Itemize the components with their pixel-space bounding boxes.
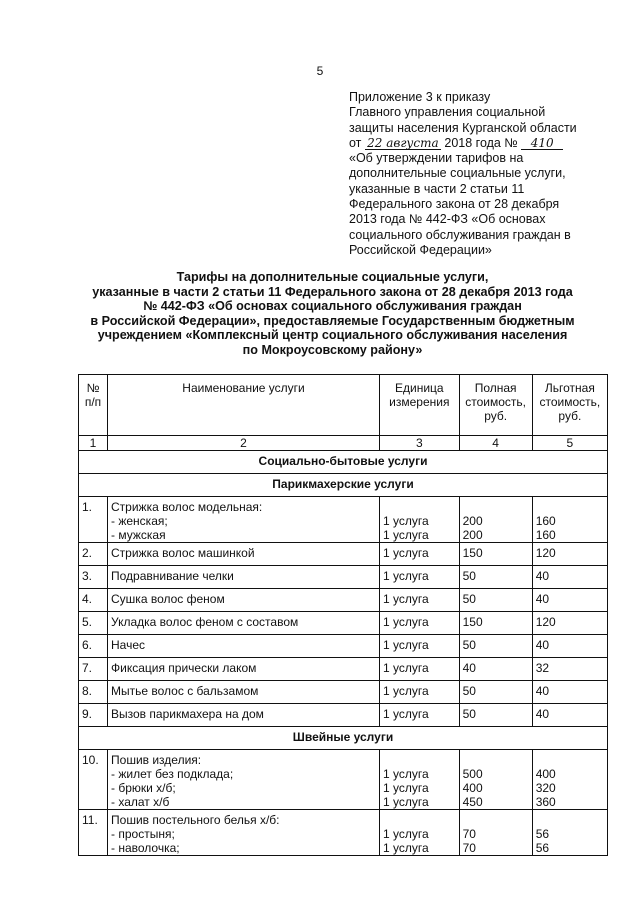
service-name: Пошив постельного белья х/б:: [111, 813, 280, 827]
row-name: [108, 810, 380, 856]
discount-cost: 360: [535, 795, 556, 809]
row-num: 11.: [79, 810, 108, 856]
row-unit: 1 услуга: [380, 658, 460, 681]
row-full: 40: [459, 658, 532, 681]
row-num: 3.: [79, 566, 108, 589]
header-row: [79, 375, 608, 436]
index-cell: 4: [459, 436, 532, 451]
appendix-date-line: [349, 136, 609, 151]
row-num: 6.: [79, 635, 108, 658]
discount-cost: 160: [535, 514, 556, 528]
service-name: Пошив изделия:: [111, 753, 202, 767]
row-full: [459, 750, 532, 810]
row-full: 50: [459, 704, 532, 727]
row-name: Сушка волос феном: [108, 589, 380, 612]
year-label: 2018 года №: [444, 135, 518, 150]
section-title: Социально-бытовые услуги: [79, 451, 608, 474]
document-title: [80, 270, 585, 358]
row-discount: [532, 810, 607, 856]
from-label: от: [349, 135, 362, 150]
row-full: 150: [459, 612, 532, 635]
discount-cost: 160: [535, 528, 556, 542]
service-sub: - жилет без подклада;: [111, 767, 234, 781]
row-unit: 1 услуга: [380, 635, 460, 658]
row-discount: [532, 497, 607, 543]
appendix-block: [349, 90, 609, 258]
section-row: [79, 474, 608, 497]
row-full: [459, 497, 532, 543]
appendix-line: Российской Федерации»: [349, 242, 492, 257]
appendix-line: «Об утверждении тарифов на: [349, 151, 524, 166]
unit-value: 1 услуга: [383, 841, 429, 855]
title-line: № 442-ФЗ «Об основах социального обслуживания граждан: [143, 299, 522, 314]
table-row: [79, 704, 608, 727]
row-unit: 1 услуга: [380, 543, 460, 566]
appendix-line: защиты населения Курганской области: [349, 120, 577, 135]
row-name: [108, 750, 380, 810]
row-discount: 40: [532, 589, 607, 612]
full-cost: 200: [462, 528, 483, 542]
index-cell: 2: [108, 436, 380, 451]
unit-value: 1 услуга: [383, 767, 429, 781]
table-row: [79, 543, 608, 566]
full-cost: 200: [462, 514, 483, 528]
row-discount: 40: [532, 566, 607, 589]
appendix-line: Приложение 3 к приказу: [349, 90, 491, 104]
table-row: [79, 658, 608, 681]
service-sub: - мужская: [111, 528, 166, 542]
row-unit: [380, 497, 460, 543]
full-cost: 400: [462, 781, 483, 795]
handwritten-date: 22 августа: [365, 137, 441, 150]
section-row: [79, 451, 608, 474]
row-full: [459, 810, 532, 856]
full-cost: 500: [462, 767, 483, 781]
row-name: Подравнивание челки: [108, 566, 380, 589]
unit-value: 1 услуга: [383, 781, 429, 795]
row-num: 5.: [79, 612, 108, 635]
title-line: в Российской Федерации», предоставляемые Государственным бюджетным: [90, 313, 575, 328]
table-row: [79, 681, 608, 704]
table-row: [79, 750, 608, 810]
appendix-line: дополнительные социальные услуги,: [349, 166, 566, 181]
row-num: 4.: [79, 589, 108, 612]
unit-value: 1 услуга: [383, 795, 429, 809]
title-line: указанные в части 2 статьи 11 Федерального закона от 28 декабря 2013 года: [92, 284, 573, 299]
header-num: № п/п: [79, 375, 108, 436]
row-full: 150: [459, 543, 532, 566]
row-full: 50: [459, 681, 532, 704]
index-cell: 3: [380, 436, 460, 451]
appendix-line: Главного управления социальной: [349, 105, 546, 120]
index-cell: 5: [532, 436, 607, 451]
tariff-table: [78, 374, 608, 856]
full-cost: 70: [462, 827, 476, 841]
row-name: Мытье волос с бальзамом: [108, 681, 380, 704]
service-sub: - брюки х/б;: [111, 781, 176, 795]
row-unit: 1 услуга: [380, 589, 460, 612]
row-num: 10.: [79, 750, 108, 810]
service-sub: - женская;: [111, 514, 168, 528]
row-discount: 40: [532, 704, 607, 727]
section-title: Парикмахерские услуги: [79, 474, 608, 497]
row-full: 50: [459, 589, 532, 612]
table-row: [79, 566, 608, 589]
header-full-cost: Полная стоимость, руб.: [459, 375, 532, 436]
appendix-line: Федерального закона от 28 декабря: [349, 197, 560, 212]
row-unit: 1 услуга: [380, 612, 460, 635]
header-name: Наименование услуги: [108, 375, 380, 436]
index-cell: 1: [79, 436, 108, 451]
discount-cost: 400: [535, 767, 556, 781]
appendix-line: указанные в части 2 статьи 11: [349, 181, 525, 196]
full-cost: 70: [462, 841, 476, 855]
row-unit: 1 услуга: [380, 704, 460, 727]
appendix-line: социального обслуживания граждан в: [349, 227, 571, 242]
row-unit: 1 услуга: [380, 681, 460, 704]
title-line: учреждением «Комплексный центр социального обслуживания населения: [97, 328, 568, 343]
row-discount: 40: [532, 635, 607, 658]
row-num: 8.: [79, 681, 108, 704]
row-num: 9.: [79, 704, 108, 727]
handwritten-number: 410: [521, 137, 563, 150]
table-row: [79, 612, 608, 635]
row-num: 2.: [79, 543, 108, 566]
header-unit: Единица измерения: [380, 375, 460, 436]
page-number: 5: [316, 64, 324, 78]
row-name: Начес: [108, 635, 380, 658]
table-row: [79, 497, 608, 543]
service-sub: - простыня;: [111, 827, 175, 841]
section-row: [79, 727, 608, 750]
discount-cost: 56: [535, 827, 550, 841]
unit-value: 1 услуга: [383, 827, 429, 841]
row-unit: [380, 810, 460, 856]
discount-cost: 320: [535, 781, 556, 795]
table-row: [79, 589, 608, 612]
section-title: Швейные услуги: [79, 727, 608, 750]
row-full: 50: [459, 635, 532, 658]
title-line: Тарифы на дополнительные социальные услуги,: [176, 270, 489, 284]
row-discount: 120: [532, 612, 607, 635]
service-sub: - халат х/б: [111, 795, 170, 809]
unit-value: 1 услуга: [383, 514, 429, 528]
row-discount: 40: [532, 681, 607, 704]
row-name: [108, 497, 380, 543]
unit-value: 1 услуга: [383, 528, 429, 542]
index-row: [79, 436, 608, 451]
row-full: 50: [459, 566, 532, 589]
discount-cost: 56: [535, 841, 550, 855]
row-discount: 120: [532, 543, 607, 566]
row-discount: [532, 750, 607, 810]
service-sub: - наволочка;: [111, 841, 180, 855]
header-discount-cost: Льготная стоимость, руб.: [532, 375, 607, 436]
row-unit: 1 услуга: [380, 566, 460, 589]
row-name: Фиксация прически лаком: [108, 658, 380, 681]
table-row: [79, 810, 608, 856]
title-line: по Мокроусовскому району»: [242, 342, 423, 357]
table-row: [79, 635, 608, 658]
row-num: 1.: [79, 497, 108, 543]
row-num: 7.: [79, 658, 108, 681]
row-name: Укладка волос феном с составом: [108, 612, 380, 635]
full-cost: 450: [462, 795, 483, 809]
row-name: Вызов парикмахера на дом: [108, 704, 380, 727]
row-discount: 32: [532, 658, 607, 681]
row-name: Стрижка волос машинкой: [108, 543, 380, 566]
appendix-line: 2013 года № 442-ФЗ «Об основах: [349, 212, 546, 227]
service-name: Стрижка волос модельная:: [111, 500, 263, 514]
row-unit: [380, 750, 460, 810]
